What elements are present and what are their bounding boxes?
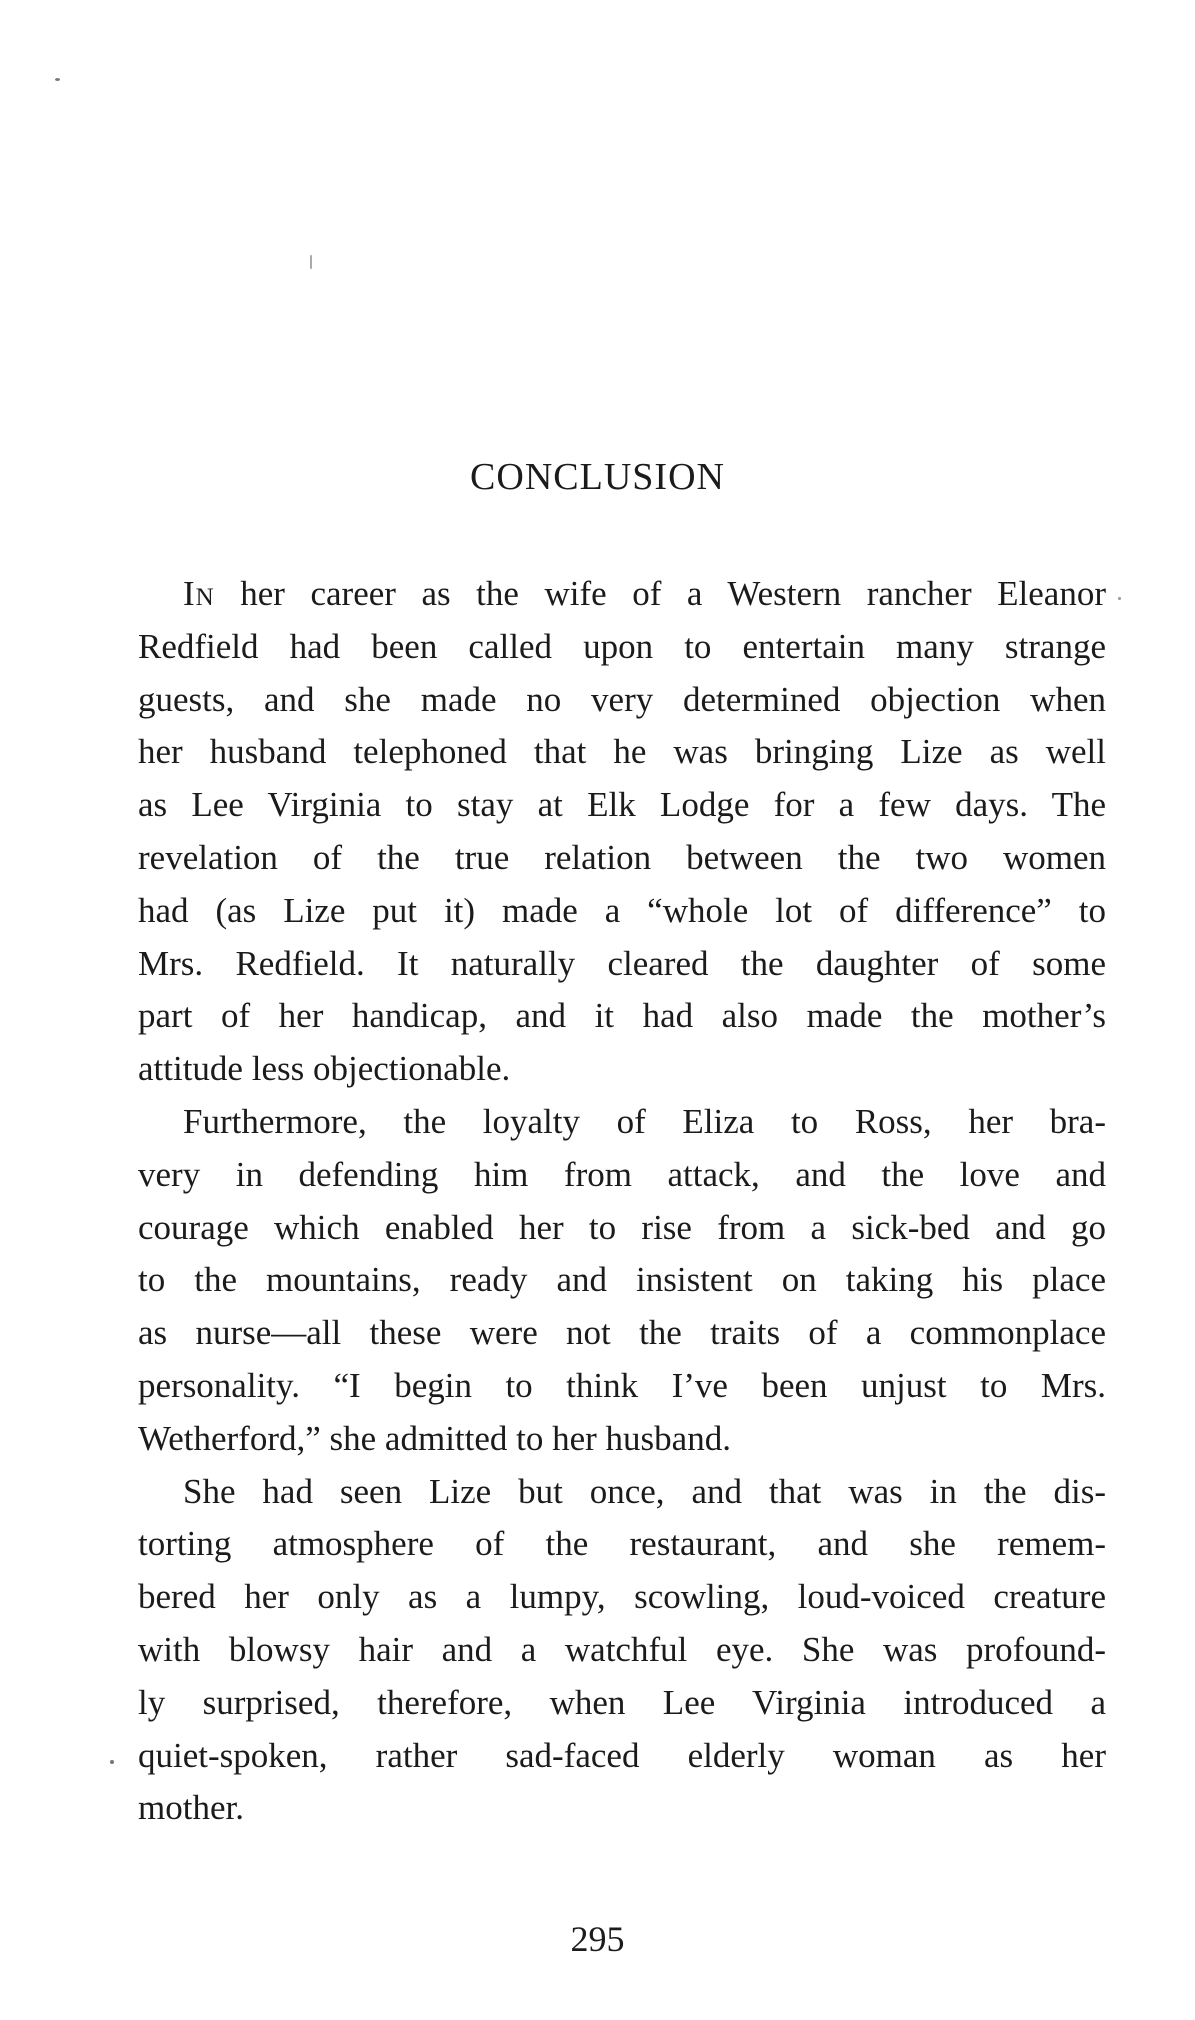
page-number: 295 xyxy=(570,1919,625,1959)
text-line: as Lee Virginia to stay at Elk Lodge for a few days. The xyxy=(138,785,1106,825)
text-line: bered her only as a lumpy, scowling, loud-voiced creature xyxy=(138,1577,1106,1617)
text-line: to the mountains, ready and insistent on taking his place xyxy=(138,1260,1106,1300)
text-line: revelation of the true relation between the two women xyxy=(138,837,1106,877)
text-line: torting atmosphere of the restaurant, and she remem- xyxy=(138,1524,1106,1564)
paragraph xyxy=(138,1466,1106,1836)
text-line: personality. “I begin to think I’ve been unjust to Mrs. xyxy=(138,1365,1106,1405)
scan-speck xyxy=(55,78,60,81)
drop-lead-word: In xyxy=(183,574,215,613)
text-line: Mrs. Redfield. It naturally cleared the daughter of some xyxy=(138,943,1106,983)
text-line: quiet-spoken, rather sad-faced elderly woman as her xyxy=(138,1735,1106,1775)
scan-speck xyxy=(1118,597,1121,600)
text-line: Redfield had been called upon to entertain many strange xyxy=(138,626,1106,666)
text-line: courage which enabled her to rise from a sick-bed and go xyxy=(138,1207,1106,1247)
chapter-title: CONCLUSION xyxy=(470,456,725,498)
text-line: part of her handicap, and it had also made the mother’s xyxy=(138,996,1106,1036)
text-line: as nurse—all these were not the traits of a commonplace xyxy=(138,1313,1106,1353)
paragraph xyxy=(138,568,1106,1096)
body-text xyxy=(138,568,1106,1835)
text-line: Furthermore, the loyalty of Eliza to Ross, her bra- xyxy=(183,1101,1106,1141)
scan-speck xyxy=(110,1760,114,1764)
text-line: In her career as the wife of a Western rancher Eleanor xyxy=(183,574,1106,613)
paragraph xyxy=(138,1096,1106,1466)
text-line: Wetherford,” she admitted to her husband. xyxy=(138,1418,731,1458)
text-line: with blowsy hair and a watchful eye. She was profound- xyxy=(138,1629,1106,1669)
text-line: guests, and she made no very determined objection when xyxy=(138,679,1106,719)
text-line: very in defending him from attack, and the love and xyxy=(138,1154,1106,1194)
text-line: She had seen Lize but once, and that was in the dis- xyxy=(183,1471,1106,1511)
text-line: had (as Lize put it) made a “whole lot of difference” to xyxy=(138,890,1106,930)
text-line: ly surprised, therefore, when Lee Virginia introduced a xyxy=(138,1682,1106,1722)
text-line: attitude less objectionable. xyxy=(138,1049,511,1089)
text-line: her husband telephoned that he was bringing Lize as well xyxy=(138,732,1106,772)
scan-speck xyxy=(310,255,312,269)
text-line: mother. xyxy=(138,1788,244,1828)
